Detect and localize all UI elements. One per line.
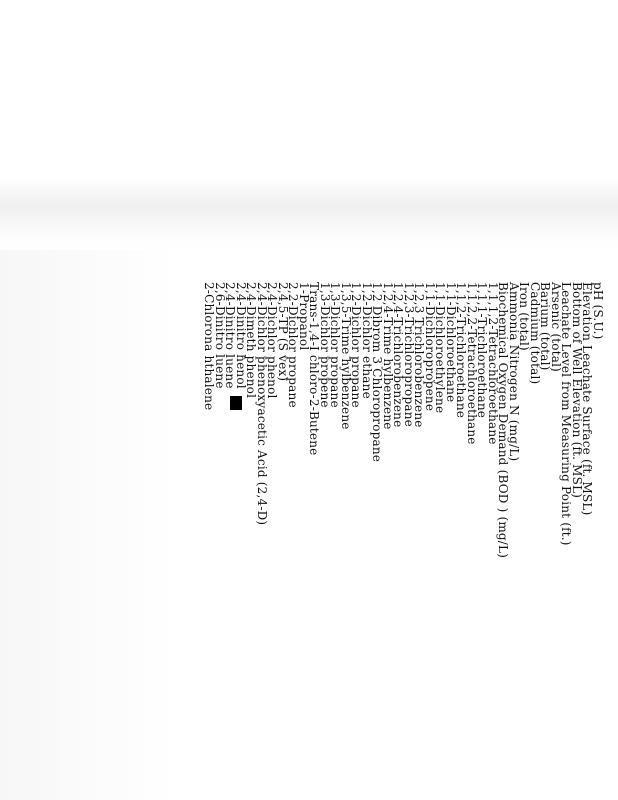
parameter-line: Elevation Leachate Surface (ft. MSL) <box>580 282 595 516</box>
parameter-line: Trans-1,4-I chloro-2-Butene <box>307 282 322 456</box>
parameter-line: 1,3-Dichlor propene <box>318 282 332 408</box>
parameter-line: 2,4-Dinitro henol <box>234 282 248 389</box>
parameter-line: 1-Propanol <box>297 282 311 351</box>
parameter-line: 1,1-Dichloropropene <box>423 282 437 412</box>
parameter-line: 1,1,1-Trichloroethane <box>475 282 490 419</box>
parameter-line: 2,4-Dinitro luene <box>223 282 238 389</box>
parameter-line: 1,1,1,2-Tetrachloroethane <box>486 282 500 445</box>
scan-artifact-band <box>0 178 618 248</box>
parameter-line: pH (S.U.) <box>591 282 605 340</box>
parameter-line: 1,1,2,2-Tetrachloroethane <box>465 282 479 445</box>
parameter-line: Leachate Level from Measuring Point (ft.) <box>559 282 574 546</box>
parameter-line: 1,3,5-Trime hylbenzene <box>339 282 353 430</box>
parameter-line: Bottom of Well Elevation (ft. MSL) <box>570 282 584 499</box>
parameter-line: Ammonia Nitrogen N (mg/L) <box>507 282 521 462</box>
parameter-line: 1,1-Dichloroethane <box>444 282 458 403</box>
parameter-list <box>204 282 603 762</box>
parameter-line: Cadmium (total) <box>528 282 542 385</box>
parameter-line: 2,6-Dinitro luene <box>213 282 227 389</box>
parameter-line: 2,4-Dichlor phenoxyacetic Acid (2,4-D) <box>255 282 269 526</box>
parameter-line: Biochemical Oxygen Demand (BOD ) (mg/L) <box>496 282 511 559</box>
parameter-line: 2,2-Dichlor propane <box>286 282 301 408</box>
parameter-line: 1,3-Dichlor propane <box>328 282 343 408</box>
parameter-line: 2,4-Dimeth phenol <box>244 282 259 399</box>
parameter-line: 1,2,4-Trichlorobenzene <box>391 282 406 428</box>
parameter-line: Arsenic (total) <box>549 282 563 372</box>
parameter-line: 1,1-Dichloroethylene <box>433 282 448 414</box>
parameter-line: Iron (total) <box>517 282 532 351</box>
parameter-line: 1,2-Dichlor ethane <box>360 282 374 399</box>
parameter-line: 1,2,3 Trichlorobenzene <box>412 282 427 428</box>
redaction-mark <box>230 396 242 410</box>
parameter-line: Barium (total) <box>538 282 553 371</box>
parameter-line: 1,2,3-Trichloropropane <box>402 282 416 427</box>
parameter-line: 1,1,2-Trichloroethane <box>454 282 469 419</box>
parameter-line: 1,2-Dichlor propane <box>349 282 364 408</box>
parameter-line: 1,2,4-Trime hylbenzene <box>381 282 395 430</box>
parameter-line: 2-Chlorona hthalene <box>202 282 217 411</box>
scan-shadow <box>0 250 180 800</box>
parameter-line: 2,4,5-TP (S vex) <box>276 282 290 382</box>
parameter-line: 2,4-Dichlor phenol <box>265 282 280 399</box>
parameter-line: 1,2 Dibrom 3 Chloropropane <box>370 282 385 463</box>
